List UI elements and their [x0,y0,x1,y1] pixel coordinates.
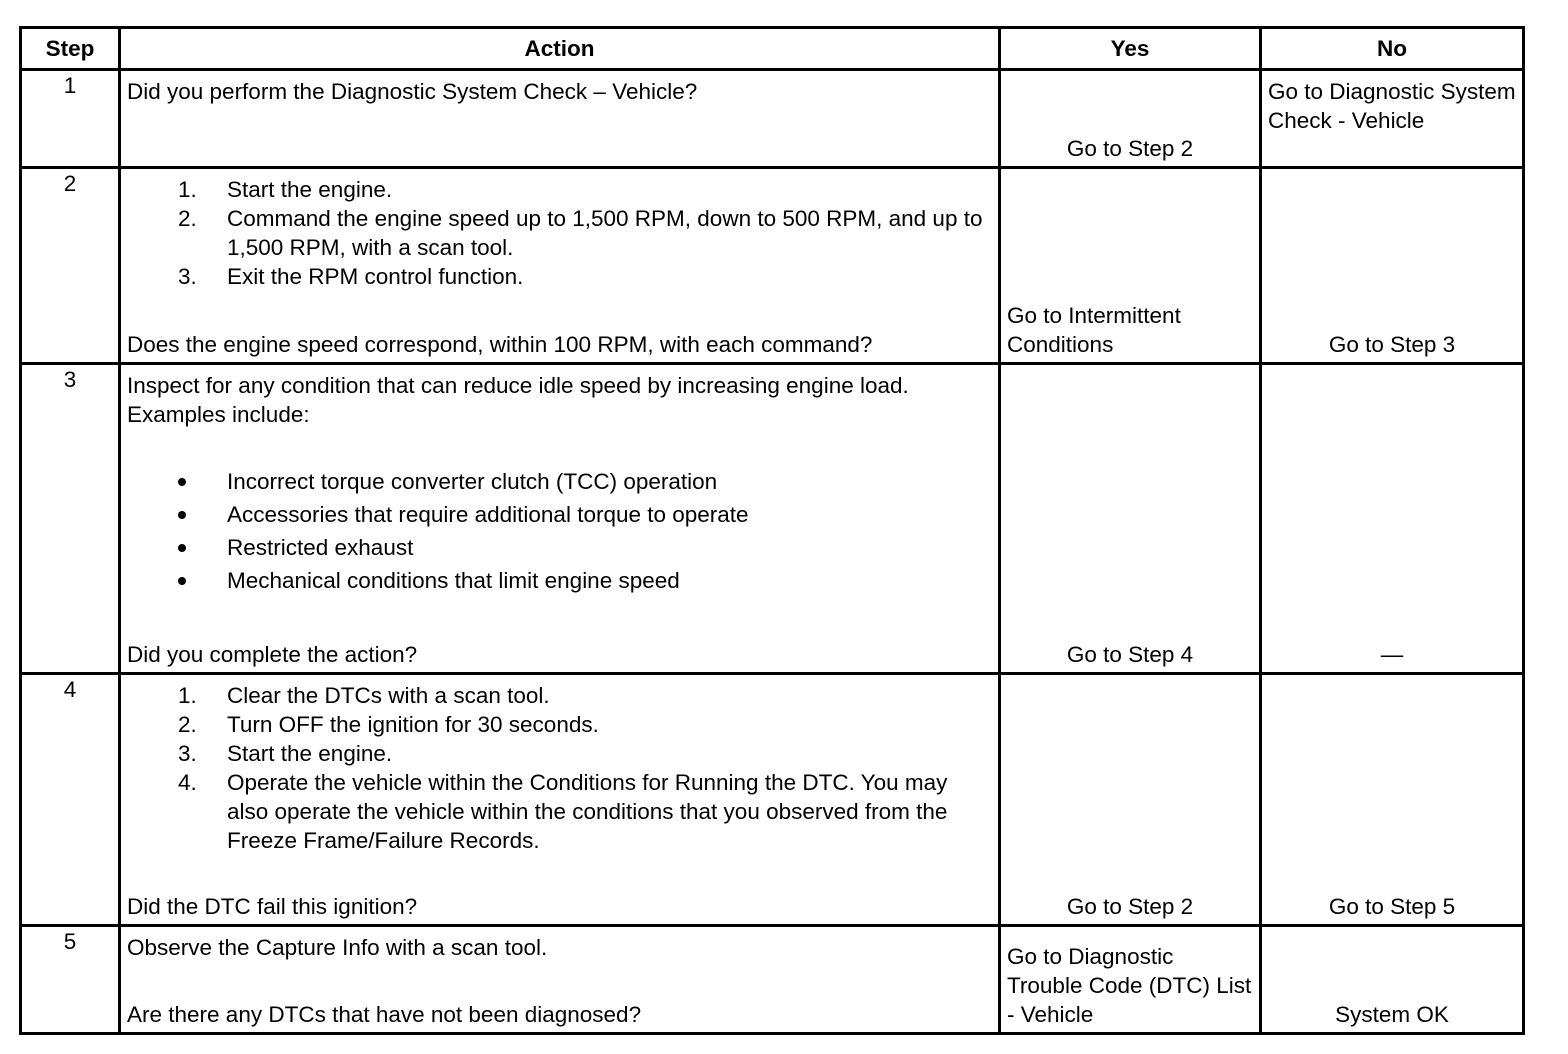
step-number: 5 [21,926,120,1034]
list-item: 1. Clear the DTCs with a scan tool. [178,683,550,708]
yes-cell [1000,926,1261,1034]
list-item: Mechanical conditions that limit engine speed [127,564,992,597]
list-item: Incorrect torque converter clutch (TCC) operation [127,465,992,498]
list-item: Accessories that require additional torque to operate [127,498,992,531]
no-cell [1261,168,1524,364]
step-number: 3 [21,364,120,674]
action-text: Inspect for any condition that can reduce idle speed by increasing engine load. Examples include: [127,373,909,427]
action-cell [120,674,1000,926]
question-text: Did the DTC fail this ignition? [127,894,418,919]
no-cell [1261,926,1524,1034]
yes-cell [1000,674,1261,926]
header-row [21,28,1524,70]
yes-cell [1000,168,1261,364]
yes-text: Go to Diagnostic Trouble Code (DTC) List - Vehicle [1007,944,1252,1027]
bullet-icon [178,577,186,585]
yes-text: Go to Step 2 [1066,894,1194,919]
yes-text: Go to Step 4 [1066,642,1194,667]
list-item: 1. Start the engine. [178,177,393,202]
action-cell [120,168,1000,364]
action-cell [120,926,1000,1034]
step-number: 4 [21,674,120,926]
header-step: Step [21,28,120,70]
step-number: 2 [21,168,120,364]
yes-cell [1000,364,1261,674]
yes-cell [1000,70,1261,168]
header-no: No [1261,28,1524,70]
no-cell [1261,364,1524,674]
step-number: 1 [21,70,120,168]
no-text: Go to Step 3 [1328,332,1456,357]
no-text: Go to Step 5 [1328,894,1456,919]
table-row [21,70,1524,168]
no-text: System OK [1335,1002,1449,1027]
yes-text: Go to Intermittent Conditions [1007,303,1181,357]
list-item: 2. Command the engine speed up to 1,500 RPM, down to 500 RPM, and up to 1,500 RPM, with a scan tool. [178,206,983,260]
bullet-icon [178,478,186,486]
header-action: Action [120,28,1000,70]
question-text: Does the engine speed correspond, within 100 RPM, with each command? [127,332,873,357]
question-text: Did you complete the action? [127,642,418,667]
action-cell [120,70,1000,168]
no-text: — [1380,642,1404,667]
action-cell [120,364,1000,674]
header-yes: Yes [1000,28,1261,70]
list-item: 3. Exit the RPM control function. [178,264,524,289]
bullet-icon [178,544,186,552]
bullet-icon [178,511,186,519]
numbered-list [127,175,992,291]
diagnostic-table [19,26,1525,1035]
no-text: Go to Diagnostic System Check - Vehicle [1268,79,1516,133]
action-text: Observe the Capture Info with a scan tool. [127,935,548,960]
no-cell [1261,674,1524,926]
question-text: Are there any DTCs that have not been diagnosed? [127,1002,642,1027]
table-row [21,926,1524,1034]
list-item: 3. Start the engine. [178,741,393,766]
yes-text: Go to Step 2 [1066,136,1194,161]
table-row [21,364,1524,674]
no-cell [1261,70,1524,168]
list-item: 2. Turn OFF the ignition for 30 seconds. [178,712,599,737]
action-text: Did you perform the Diagnostic System Check – Vehicle? [127,79,698,104]
numbered-list [127,681,992,855]
list-item: Restricted exhaust [127,531,992,564]
bullet-list [127,465,992,597]
table-row [21,168,1524,364]
table-row [21,674,1524,926]
list-item: 4. Operate the vehicle within the Conditions for Running the DTC. You may also operate the vehicle within the conditions that you observed from the Freeze Frame/Failure Records. [178,770,948,853]
